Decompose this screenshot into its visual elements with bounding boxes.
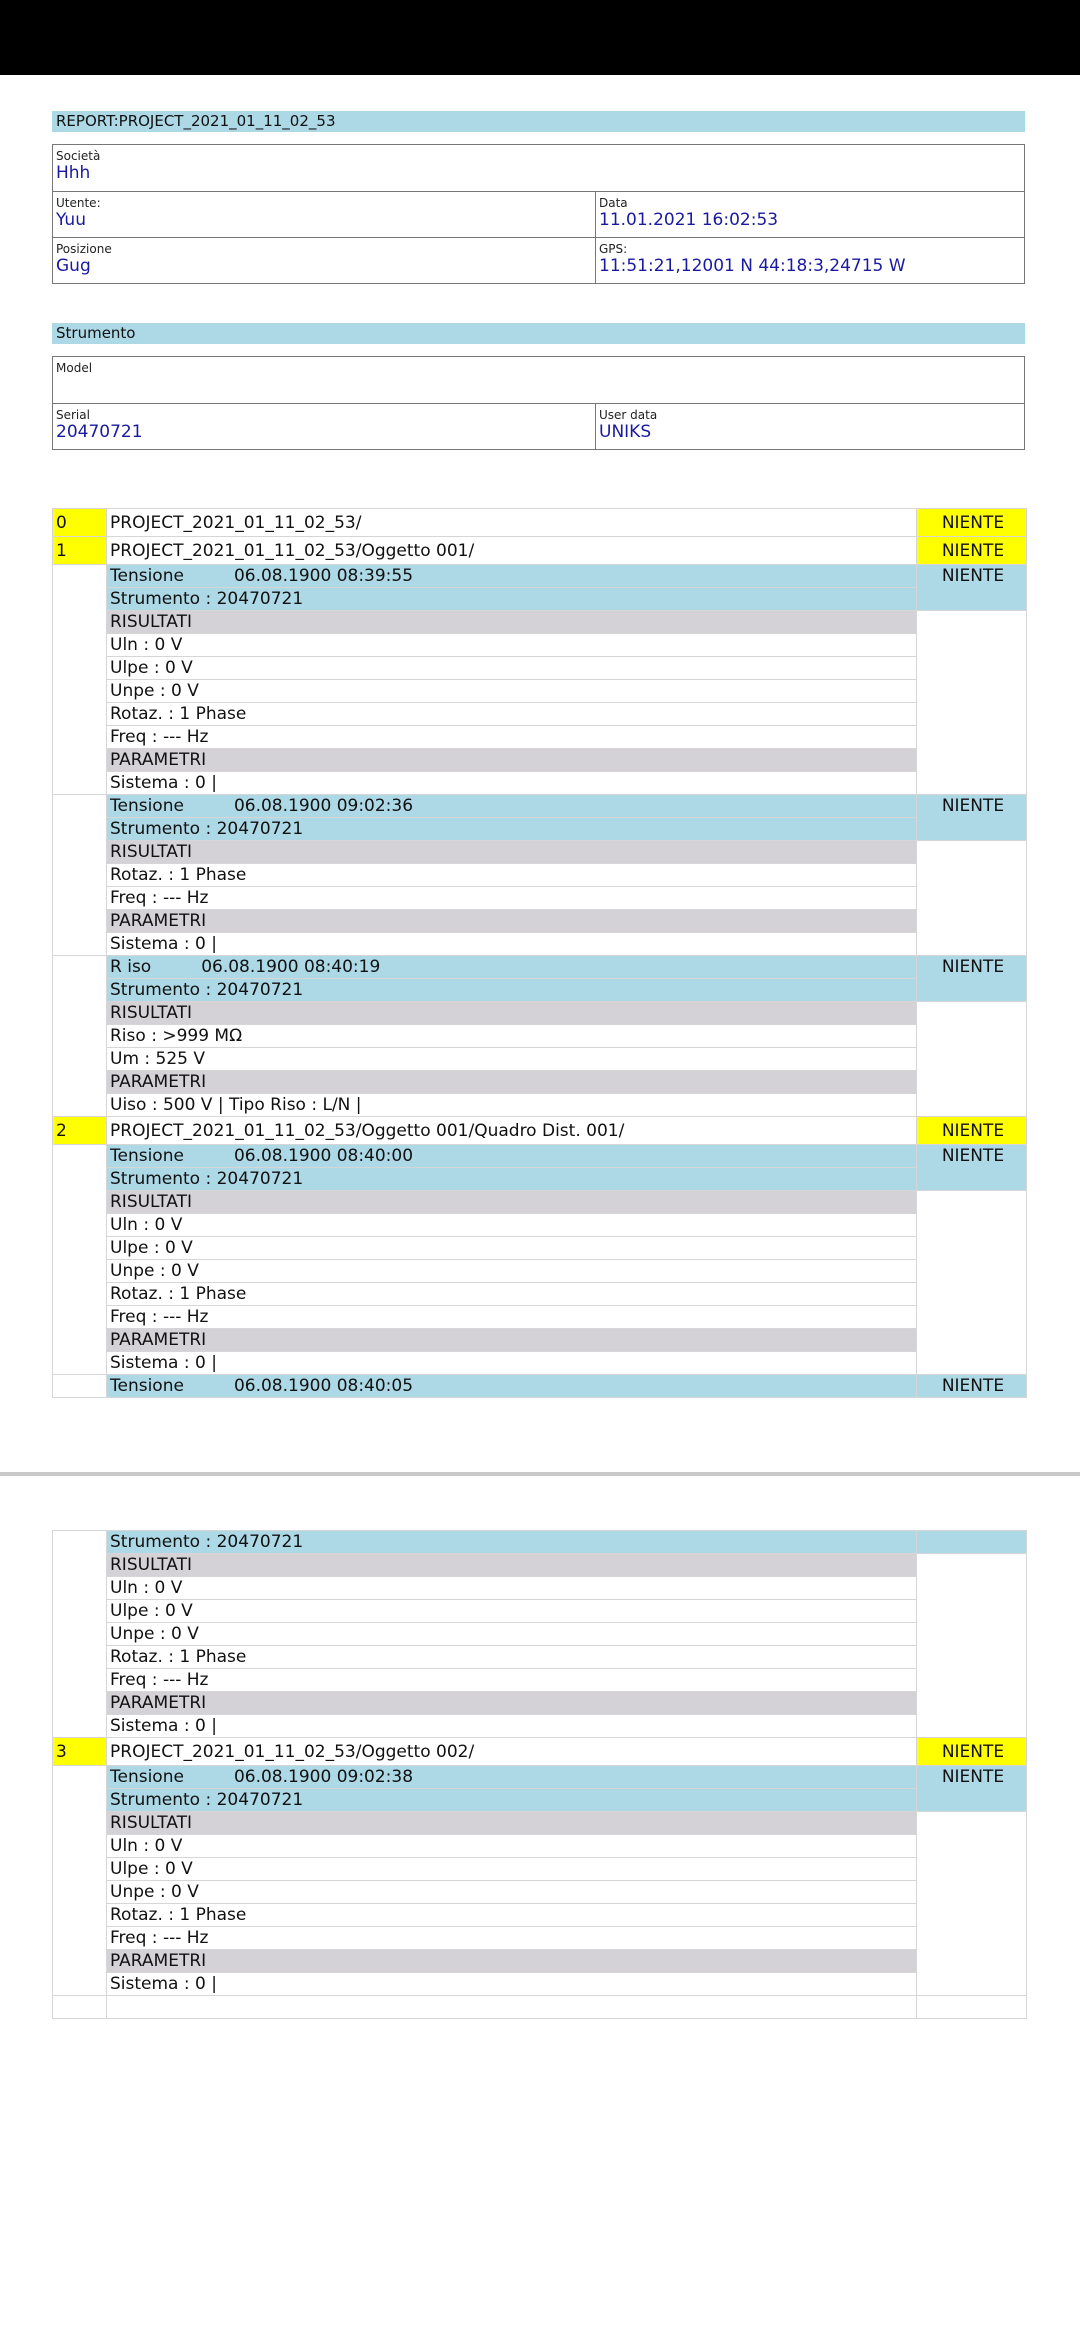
strumento-info-box: [52, 356, 1025, 450]
result-row: Freq : --- Hz: [107, 726, 917, 749]
results-header: RISULTATI: [107, 1812, 917, 1835]
utente-label: Utente:: [56, 196, 101, 210]
measurement-status: NIENTE: [917, 565, 1027, 611]
results-header: RISULTATI: [107, 1554, 917, 1577]
societa-value: Hhh: [56, 163, 91, 183]
measurement-type: Tensione: [110, 1376, 184, 1396]
result-row: Rotaz. : 1 Phase: [107, 703, 917, 726]
result-row: Riso : >999 MΩ: [107, 1025, 917, 1048]
measurement-status: NIENTE: [917, 1766, 1027, 1812]
measurement-type: Tensione: [110, 796, 184, 816]
measurement-type: Tensione: [110, 566, 184, 586]
params-row: Sistema : 0 |: [107, 933, 917, 956]
measurement-header-row: [53, 956, 1027, 979]
measurement-header-row: [53, 1145, 1027, 1168]
blank-cell: [107, 1996, 917, 2019]
status-spacer: [917, 1812, 1027, 1996]
level-status: NIENTE: [917, 1117, 1027, 1145]
level-status: NIENTE: [917, 509, 1027, 537]
params-row: Sistema : 0 |: [107, 1973, 917, 1996]
serial-value: 20470721: [56, 422, 143, 442]
result-row: Rotaz. : 1 Phase: [107, 864, 917, 887]
level-row: [53, 509, 1027, 537]
model-row: [53, 357, 1024, 404]
level-path: PROJECT_2021_01_11_02_53/Oggetto 002/: [107, 1738, 917, 1766]
measurement-time: 06.08.1900 09:02:38: [233, 1767, 414, 1787]
blank-row: [53, 1996, 1027, 2019]
params-row: Sistema : 0 |: [107, 772, 917, 795]
indent-cell: [53, 1375, 107, 1398]
result-row: Uln : 0 V: [107, 1835, 917, 1858]
report-page-1: [0, 75, 1080, 1470]
result-row: Uln : 0 V: [107, 634, 917, 657]
strumento-title: Strumento: [52, 323, 1025, 344]
indent-cell: [53, 795, 107, 956]
gps-value: 11:51:21,12001 N 44:18:3,24715 W: [599, 256, 906, 276]
result-row: Unpe : 0 V: [107, 1881, 917, 1904]
indent-cell: [53, 956, 107, 1117]
params-header: PARAMETRI: [107, 910, 917, 933]
measurement-title: [107, 1766, 917, 1789]
measurement-header-row: [53, 1766, 1027, 1789]
measurement-title: [107, 956, 917, 979]
measurement-title: [107, 565, 917, 588]
report-title: REPORT:PROJECT_2021_01_11_02_53: [52, 111, 1025, 132]
measurement-time: 06.08.1900 08:40:00: [233, 1146, 414, 1166]
report-page-2: [0, 1476, 1080, 2340]
result-row: Rotaz. : 1 Phase: [107, 1283, 917, 1306]
measurement-header-row: [53, 1375, 1027, 1398]
measurement-type: Tensione: [110, 1146, 184, 1166]
result-row: Freq : --- Hz: [107, 1927, 917, 1950]
result-row: Ulpe : 0 V: [107, 1600, 917, 1623]
level-row: [53, 1738, 1027, 1766]
model-label: Model: [56, 361, 93, 375]
instrument-row: Strumento : 20470721: [107, 588, 917, 611]
status-spacer: [917, 1531, 1027, 1554]
measurement-type: Tensione: [110, 1767, 184, 1787]
result-row: Freq : --- Hz: [107, 1306, 917, 1329]
user-data-value: UNIKS: [599, 422, 652, 442]
serial-row: [53, 404, 1024, 449]
measurement-time: 06.08.1900 08:40:05: [233, 1376, 414, 1396]
measurement-status: NIENTE: [917, 795, 1027, 841]
result-row: Rotaz. : 1 Phase: [107, 1904, 917, 1927]
gps-label: GPS:: [599, 242, 628, 256]
result-row: Unpe : 0 V: [107, 1260, 917, 1283]
results-header: RISULTATI: [107, 1002, 917, 1025]
instrument-row: Strumento : 20470721: [107, 818, 917, 841]
level-path: PROJECT_2021_01_11_02_53/Oggetto 001/Quadro Dist. 001/: [107, 1117, 917, 1145]
status-spacer: [917, 611, 1027, 795]
serial-label: Serial: [56, 408, 90, 422]
level-index: 3: [53, 1738, 107, 1766]
measurement-status: NIENTE: [917, 956, 1027, 1002]
instrument-row: Strumento : 20470721: [107, 1531, 917, 1554]
level-status: NIENTE: [917, 537, 1027, 565]
user-data-label: User data: [599, 408, 658, 422]
blank-cell: [53, 1996, 107, 2019]
result-row: Ulpe : 0 V: [107, 1858, 917, 1881]
indent-cell: [53, 1531, 107, 1738]
project-tree-table: [52, 508, 1027, 1398]
posizione-value: Gug: [56, 256, 91, 276]
result-row: Freq : --- Hz: [107, 887, 917, 910]
measurement-time: 06.08.1900 08:39:55: [233, 566, 414, 586]
measurement-time: 06.08.1900 09:02:36: [233, 796, 414, 816]
status-bar: [0, 0, 1080, 75]
result-row: Unpe : 0 V: [107, 680, 917, 703]
result-row: Uln : 0 V: [107, 1577, 917, 1600]
results-header: RISULTATI: [107, 841, 917, 864]
measurement-status: NIENTE: [917, 1375, 1027, 1398]
instrument-row: Strumento : 20470721: [107, 979, 917, 1002]
measurement-title: [107, 795, 917, 818]
result-row: Rotaz. : 1 Phase: [107, 1646, 917, 1669]
status-spacer: [917, 1002, 1027, 1117]
result-row: Unpe : 0 V: [107, 1623, 917, 1646]
level-index: 2: [53, 1117, 107, 1145]
params-row: Uiso : 500 V | Tipo Riso : L/N |: [107, 1094, 917, 1117]
level-path: PROJECT_2021_01_11_02_53/: [107, 509, 917, 537]
result-row: Freq : --- Hz: [107, 1669, 917, 1692]
params-header: PARAMETRI: [107, 1329, 917, 1352]
instrument-row: Strumento : 20470721: [107, 1789, 917, 1812]
result-row: Ulpe : 0 V: [107, 657, 917, 680]
level-row: [53, 537, 1027, 565]
level-index: 0: [53, 509, 107, 537]
params-header: PARAMETRI: [107, 749, 917, 772]
level-index: 1: [53, 537, 107, 565]
params-header: PARAMETRI: [107, 1692, 917, 1715]
params-header: PARAMETRI: [107, 1071, 917, 1094]
status-spacer: [917, 1554, 1027, 1738]
result-row: Uln : 0 V: [107, 1214, 917, 1237]
posizione-label: Posizione: [56, 242, 112, 256]
report-info-box: [52, 144, 1025, 284]
indent-cell: [53, 565, 107, 795]
measurement-title: [107, 1375, 917, 1398]
measurement-header-row: [53, 565, 1027, 588]
params-row: Sistema : 0 |: [107, 1715, 917, 1738]
societa-label: Società: [56, 149, 101, 163]
indent-cell: [53, 1145, 107, 1375]
params-row: Sistema : 0 |: [107, 1352, 917, 1375]
utente-value: Yuu: [56, 210, 86, 230]
result-row: Ulpe : 0 V: [107, 1237, 917, 1260]
result-row: Um : 525 V: [107, 1048, 917, 1071]
status-spacer: [917, 1191, 1027, 1375]
societa-row: [53, 145, 1024, 192]
indent-cell: [53, 1766, 107, 1996]
measurement-time: 06.08.1900 08:40:19: [201, 957, 381, 977]
results-header: RISULTATI: [107, 1191, 917, 1214]
project-tree-table-continued: [52, 1530, 1027, 2019]
level-path: PROJECT_2021_01_11_02_53/Oggetto 001/: [107, 537, 917, 565]
params-header: PARAMETRI: [107, 1950, 917, 1973]
utente-row: [53, 192, 1024, 238]
measurement-type: R iso: [110, 957, 152, 977]
measurement-title: [107, 1145, 917, 1168]
level-status: NIENTE: [917, 1738, 1027, 1766]
blank-cell: [917, 1996, 1027, 2019]
data-label: Data: [599, 196, 628, 210]
measurement-status: NIENTE: [917, 1145, 1027, 1191]
posizione-row: [53, 238, 1024, 283]
data-value: 11.01.2021 16:02:53: [599, 210, 779, 230]
status-spacer: [917, 841, 1027, 956]
results-header: RISULTATI: [107, 611, 917, 634]
instrument-row: Strumento : 20470721: [107, 1168, 917, 1191]
level-row: [53, 1117, 1027, 1145]
measurement-header-row: [53, 795, 1027, 818]
